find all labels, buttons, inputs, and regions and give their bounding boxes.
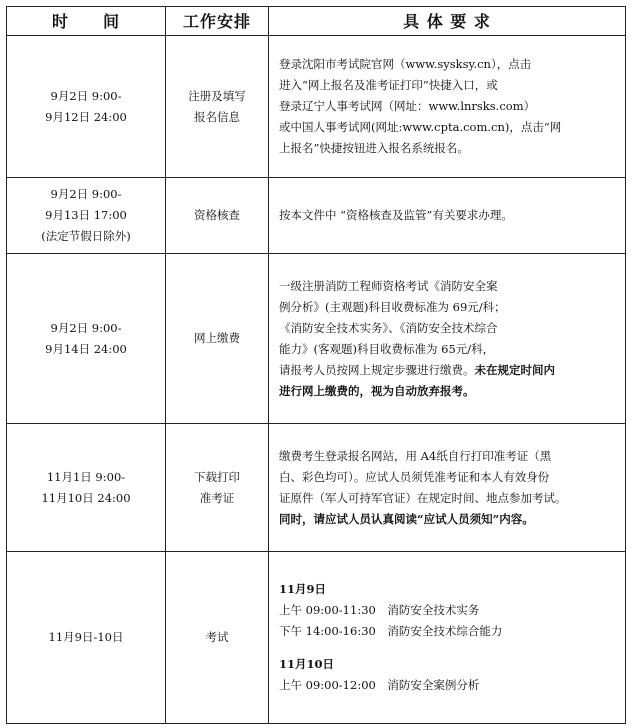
req-line: 登录辽宁人事考试网（网址：www.lnrsks.com） — [279, 99, 536, 113]
time-cell — [7, 36, 166, 178]
work-cell — [166, 36, 269, 178]
time-line: 9月2日 9:00- — [50, 187, 122, 201]
req-line: 登录沈阳市考试院官网（www.sysksy.cn），点击 — [279, 57, 532, 71]
time-cell — [7, 424, 166, 552]
table-row — [7, 36, 626, 178]
table-row — [7, 254, 626, 424]
exam-day-2-date: 11月10日 — [279, 657, 335, 671]
work-cell — [166, 424, 269, 552]
work-line: 准考证 — [199, 490, 235, 505]
time-line: 9月2日 9:00- — [50, 320, 122, 335]
req-line: 进入“网上报名及准考证打印”快捷入口，或 — [279, 78, 498, 92]
time-cell — [7, 552, 166, 724]
exam-session: 上午 09:00-12:00 消防安全案例分析 — [279, 678, 480, 692]
req-line: 能力》(客观题)科目收费标准为 65元/科， — [279, 341, 495, 356]
req-text: 请报考人员按网上规定步骤进行缴费。 — [279, 362, 475, 377]
requirement-cell — [269, 178, 626, 254]
work-line: 网上缴费 — [194, 331, 240, 345]
requirement-cell — [269, 36, 626, 178]
work-line: 考试 — [205, 630, 229, 644]
time-line: 9月13日 17:00 — [45, 208, 127, 222]
header-requirements: 具 体 要 求 — [269, 7, 626, 36]
work-line: 资格核查 — [194, 208, 240, 222]
req-line: 《消防安全技术实务》、《消防安全技术综合 — [279, 320, 498, 335]
time-cell — [7, 254, 166, 424]
time-line: 11月1日 9:00- — [46, 469, 126, 484]
table-row — [7, 424, 626, 552]
spacer — [279, 642, 617, 654]
exam-session: 下午 14:00-16:30 消防安全技术综合能力 — [279, 624, 503, 638]
req-line: 按本文件中 “资格核查及监管”有关要求办理。 — [279, 208, 513, 222]
time-line: (法定节假日除外) — [41, 229, 131, 243]
requirement-cell — [269, 552, 626, 724]
work-line: 注册及填写 — [188, 88, 246, 103]
table-row — [7, 552, 626, 724]
work-cell — [166, 552, 269, 724]
time-cell — [7, 178, 166, 254]
req-line: 一级注册消防工程师资格考试《消防安全案 — [279, 278, 498, 293]
schedule-table — [6, 6, 626, 724]
req-line: 证原件（军人可持军官证）在规定时间、地点参加考试。 — [279, 490, 567, 505]
requirement-cell — [269, 424, 626, 552]
work-line: 下载打印 — [194, 469, 240, 484]
table-row — [7, 178, 626, 254]
req-line: 例分析》(主观题)科目收费标准为 69元/科； — [279, 299, 506, 314]
header-work: 工作安排 — [166, 7, 269, 36]
exam-session: 上午 09:00-11:30 消防安全技术实务 — [279, 603, 480, 617]
header-time: 时 间 — [7, 7, 166, 36]
req-bold-line: 进行网上缴费的，视为自动放弃报考。 — [279, 383, 475, 398]
time-line: 11月9日-10日 — [48, 630, 124, 644]
req-line: 白、彩色均可）。应试人员须凭准考证和本人有效身份 — [279, 469, 550, 484]
time-line: 9月14日 24:00 — [45, 341, 127, 356]
exam-day-1-date: 11月9日 — [279, 582, 327, 596]
req-bold-line: 同时，请应试人员认真阅读“应试人员须知”内容。 — [279, 511, 534, 526]
work-cell — [166, 178, 269, 254]
req-line: 缴费考生登录报名网站，用 A4纸自行打印准考证（黑 — [279, 448, 552, 463]
req-line: 或中国人事考试网(网址:www.cpta.com.cn)，点击“网 — [279, 120, 562, 134]
work-line: 报名信息 — [194, 109, 240, 124]
work-cell — [166, 254, 269, 424]
requirement-cell — [269, 254, 626, 424]
time-line: 9月2日 9:00- — [50, 88, 122, 103]
req-line: 上报名”快捷按钮进入报名系统报名。 — [279, 141, 469, 155]
req-line — [279, 360, 617, 381]
header-row — [7, 7, 626, 36]
time-line: 11月10日 24:00 — [41, 490, 131, 505]
time-line: 9月12日 24:00 — [45, 109, 127, 124]
req-bold-text: 未在规定时间内 — [474, 362, 555, 377]
